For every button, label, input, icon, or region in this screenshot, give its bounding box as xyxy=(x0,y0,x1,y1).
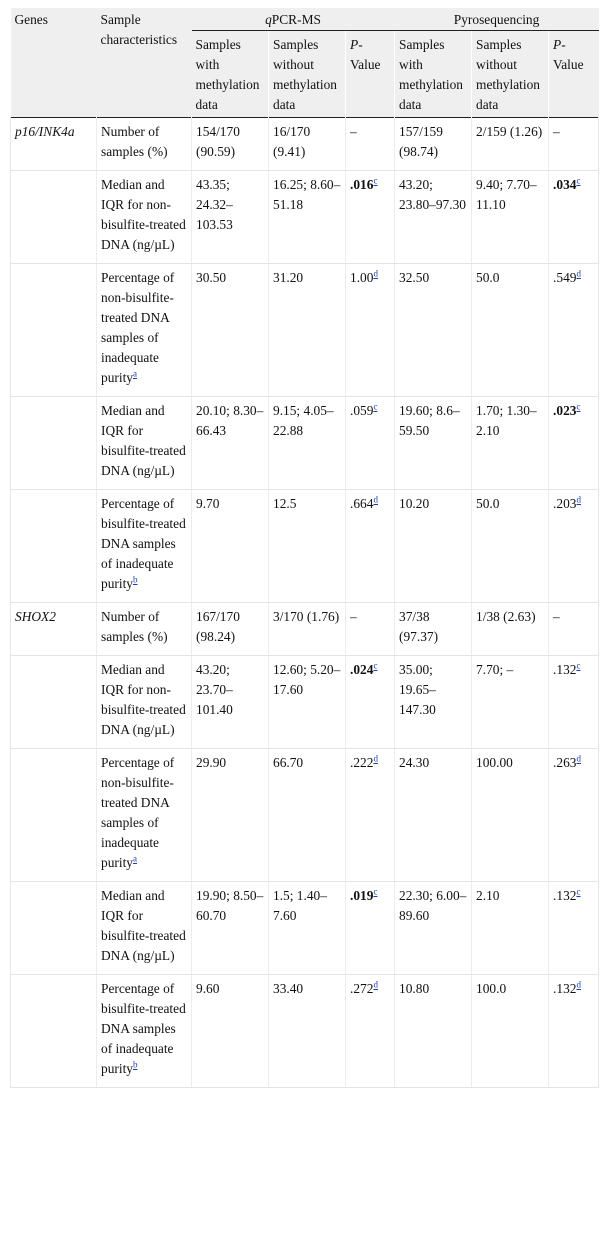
p-value-text: .203 xyxy=(553,496,577,511)
pyro-with-cell: 35.00; 19.65–147.30 xyxy=(395,656,472,749)
p-value-text: .016 xyxy=(350,177,374,192)
p-value-text: .132 xyxy=(553,662,577,677)
sample-characteristic-cell xyxy=(97,603,192,656)
header-sample-characteristics: Sample characteristics xyxy=(97,8,192,118)
footnote-link[interactable]: c xyxy=(373,401,378,412)
pyro-without-cell: 1.70; 1.30–2.10 xyxy=(472,397,549,490)
sample-characteristic-cell xyxy=(97,171,192,264)
p-value-text: .019 xyxy=(350,888,374,903)
characteristic-label: Percentage of non-bisulfite-treated DNA samples of inadequate purity xyxy=(101,270,175,385)
qpcr-without-cell: 31.20 xyxy=(269,264,346,397)
pyro-p-value-cell xyxy=(549,882,599,975)
table-row xyxy=(11,603,599,656)
pyro-p-value-cell xyxy=(549,118,599,171)
footnote-link[interactable]: a xyxy=(133,368,137,379)
qpcr-with-cell: 167/170 (98.24) xyxy=(192,603,269,656)
table-row xyxy=(11,882,599,975)
characteristic-label: Percentage of bisulfite-treated DNA samples of inadequate purity xyxy=(101,981,186,1076)
qpcr-with-cell: 19.90; 8.50–60.70 xyxy=(192,882,269,975)
qpcr-p-value-cell xyxy=(346,397,395,490)
qpcr-without-cell: 12.60; 5.20–17.60 xyxy=(269,656,346,749)
qpcr-p-value-cell xyxy=(346,490,395,603)
p-value-text: .034 xyxy=(553,177,577,192)
table-row xyxy=(11,118,599,171)
characteristic-label: Number of samples (%) xyxy=(101,124,168,159)
qpcr-p-value-cell xyxy=(346,603,395,656)
gene-name-cell: SHOX2 xyxy=(11,603,97,656)
p-value-text: – xyxy=(553,124,560,139)
characteristic-label: Median and IQR for non-bisulfite-treated DNA (ng/µL) xyxy=(101,662,186,737)
qpcr-without-cell: 66.70 xyxy=(269,749,346,882)
footnote-link[interactable]: c xyxy=(576,886,581,897)
table-row xyxy=(11,490,599,603)
pyro-p-value-cell xyxy=(549,490,599,603)
footnote-link[interactable]: c xyxy=(576,175,581,186)
p-value-text: .664 xyxy=(350,496,374,511)
table-header xyxy=(11,8,599,118)
gene-name-cell xyxy=(11,397,97,490)
header-p-samples-without: Samples without methylation data xyxy=(472,31,549,118)
sample-characteristic-cell xyxy=(97,656,192,749)
qpcr-with-cell: 29.90 xyxy=(192,749,269,882)
gene-name-cell xyxy=(11,975,97,1088)
pyro-without-cell: 2.10 xyxy=(472,882,549,975)
pyro-without-cell: 7.70; – xyxy=(472,656,549,749)
qpcr-p-value-cell xyxy=(346,118,395,171)
qpcr-without-cell: 16/170 (9.41) xyxy=(269,118,346,171)
header-qpcr-ms: qPCR-MS xyxy=(192,8,395,31)
footnote-link[interactable]: c xyxy=(576,401,581,412)
pyro-with-cell: 10.20 xyxy=(395,490,472,603)
table-row xyxy=(11,397,599,490)
footnote-link[interactable]: b xyxy=(133,574,138,585)
p-value-text: .222 xyxy=(350,755,374,770)
pyro-p-value-cell xyxy=(549,171,599,264)
gene-name-cell xyxy=(11,882,97,975)
table-row xyxy=(11,749,599,882)
header-p-samples-with: Samples with methylation data xyxy=(395,31,472,118)
pyro-p-value-cell xyxy=(549,656,599,749)
table-row xyxy=(11,264,599,397)
footnote-link[interactable]: d xyxy=(576,753,581,764)
qpcr-with-cell: 43.20; 23.70–101.40 xyxy=(192,656,269,749)
qpcr-p-value-cell xyxy=(346,749,395,882)
qpcr-p-value-cell xyxy=(346,264,395,397)
footnote-link[interactable]: d xyxy=(373,268,378,279)
qpcr-without-cell: 16.25; 8.60–51.18 xyxy=(269,171,346,264)
pyro-p-value-cell xyxy=(549,975,599,1088)
pyro-without-cell: 50.0 xyxy=(472,490,549,603)
p-value-text: .263 xyxy=(553,755,577,770)
footnote-link[interactable]: a xyxy=(133,853,137,864)
sample-characteristic-cell xyxy=(97,975,192,1088)
qpcr-without-cell: 1.5; 1.40–7.60 xyxy=(269,882,346,975)
footnote-link[interactable]: c xyxy=(576,660,581,671)
pyro-with-cell: 37/38 (97.37) xyxy=(395,603,472,656)
pyro-with-cell: 43.20; 23.80–97.30 xyxy=(395,171,472,264)
header-q-p-value: P-Value xyxy=(346,31,395,118)
header-q-samples-without: Samples without methylation data xyxy=(269,31,346,118)
characteristic-label: Median and IQR for bisulfite-treated DNA (ng/µL) xyxy=(101,403,186,478)
pyro-without-cell: 100.00 xyxy=(472,749,549,882)
gene-name-cell xyxy=(11,749,97,882)
sample-characteristic-cell xyxy=(97,749,192,882)
table-row xyxy=(11,171,599,264)
gene-name-cell xyxy=(11,656,97,749)
qpcr-with-cell: 30.50 xyxy=(192,264,269,397)
footnote-link[interactable]: b xyxy=(133,1059,138,1070)
footnote-link[interactable]: d xyxy=(576,268,581,279)
pyro-without-cell: 9.40; 7.70–11.10 xyxy=(472,171,549,264)
p-value-text: .132 xyxy=(553,888,577,903)
qpcr-with-cell: 9.70 xyxy=(192,490,269,603)
characteristic-label: Number of samples (%) xyxy=(101,609,168,644)
footnote-link[interactable]: c xyxy=(373,175,378,186)
qpcr-p-value-cell xyxy=(346,975,395,1088)
footnote-link[interactable]: d xyxy=(576,979,581,990)
pyro-with-cell: 10.80 xyxy=(395,975,472,1088)
pyro-without-cell: 50.0 xyxy=(472,264,549,397)
pyro-p-value-cell xyxy=(549,397,599,490)
table-body xyxy=(11,118,599,1088)
gene-name-cell xyxy=(11,171,97,264)
pyro-with-cell: 19.60; 8.6–59.50 xyxy=(395,397,472,490)
qpcr-without-cell: 3/170 (1.76) xyxy=(269,603,346,656)
qpcr-p-value-cell xyxy=(346,171,395,264)
pyro-with-cell: 32.50 xyxy=(395,264,472,397)
header-q-samples-with: Samples with methylation data xyxy=(192,31,269,118)
qpcr-with-cell: 154/170 (90.59) xyxy=(192,118,269,171)
header-p-p-value: P-Value xyxy=(549,31,599,118)
pyro-without-cell: 2/159 (1.26) xyxy=(472,118,549,171)
qpcr-with-cell: 43.35; 24.32–103.53 xyxy=(192,171,269,264)
characteristic-label: Percentage of bisulfite-treated DNA samples of inadequate purity xyxy=(101,496,186,591)
table-row xyxy=(11,975,599,1088)
qpcr-with-cell: 9.60 xyxy=(192,975,269,1088)
table-row xyxy=(11,656,599,749)
sample-characteristic-cell xyxy=(97,118,192,171)
qpcr-p-value-cell xyxy=(346,656,395,749)
characteristic-label: Median and IQR for non-bisulfite-treated DNA (ng/µL) xyxy=(101,177,186,252)
qpcr-without-cell: 33.40 xyxy=(269,975,346,1088)
sample-characteristic-cell xyxy=(97,397,192,490)
p-value-text: .024 xyxy=(350,662,374,677)
sample-characteristic-cell xyxy=(97,882,192,975)
gene-name-cell xyxy=(11,490,97,603)
p-value-text: .549 xyxy=(553,270,577,285)
pyro-p-value-cell xyxy=(549,264,599,397)
p-value-text: 1.00 xyxy=(350,270,374,285)
sample-characteristic-cell xyxy=(97,264,192,397)
footnote-link[interactable]: d xyxy=(373,494,378,505)
footnote-link[interactable]: d xyxy=(576,494,581,505)
gene-name-cell xyxy=(11,264,97,397)
footnote-link[interactable]: c xyxy=(373,886,378,897)
qpcr-with-cell: 20.10; 8.30–66.43 xyxy=(192,397,269,490)
qpcr-p-value-cell xyxy=(346,882,395,975)
p-value-text: .023 xyxy=(553,403,577,418)
pyro-without-cell: 1/38 (2.63) xyxy=(472,603,549,656)
pyro-with-cell: 24.30 xyxy=(395,749,472,882)
footnote-link[interactable]: c xyxy=(373,660,378,671)
qpcr-without-cell: 9.15; 4.05–22.88 xyxy=(269,397,346,490)
pyro-without-cell: 100.0 xyxy=(472,975,549,1088)
footnote-link[interactable]: d xyxy=(373,979,378,990)
characteristic-label: Median and IQR for bisulfite-treated DNA (ng/µL) xyxy=(101,888,186,963)
pyro-p-value-cell xyxy=(549,603,599,656)
header-genes: Genes xyxy=(11,8,97,118)
characteristic-label: Percentage of non-bisulfite-treated DNA samples of inadequate purity xyxy=(101,755,175,870)
pyro-p-value-cell xyxy=(549,749,599,882)
sample-characteristic-cell xyxy=(97,490,192,603)
p-value-text: – xyxy=(350,124,357,139)
qpcr-without-cell: 12.5 xyxy=(269,490,346,603)
pyro-with-cell: 22.30; 6.00–89.60 xyxy=(395,882,472,975)
footnote-link[interactable]: d xyxy=(373,753,378,764)
p-value-text: .059 xyxy=(350,403,374,418)
p-value-text: .132 xyxy=(553,981,577,996)
p-value-text: – xyxy=(553,609,560,624)
pyro-with-cell: 157/159 (98.74) xyxy=(395,118,472,171)
p-value-text: – xyxy=(350,609,357,624)
p-value-text: .272 xyxy=(350,981,374,996)
gene-name-cell: p16/INK4a xyxy=(11,118,97,171)
results-table xyxy=(10,8,599,1088)
header-pyrosequencing: Pyrosequencing xyxy=(395,8,599,31)
